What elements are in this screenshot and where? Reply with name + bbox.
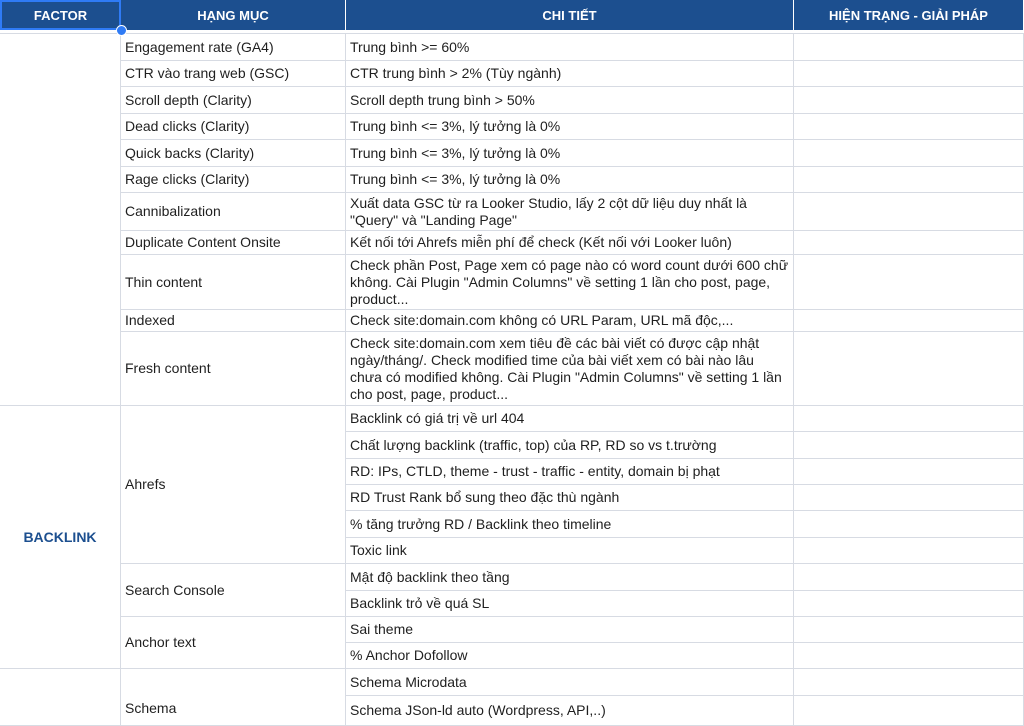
status-cell[interactable] [794, 34, 1024, 61]
detail-cell[interactable]: Scroll depth trung bình > 50% [346, 87, 794, 114]
status-cell[interactable] [794, 459, 1024, 485]
detail-cell[interactable]: Sai theme [346, 617, 794, 643]
category-cell[interactable]: Dead clicks (Clarity) [121, 114, 346, 140]
detail-cell[interactable]: % tăng trưởng RD / Backlink theo timeline [346, 511, 794, 538]
detail-cell[interactable]: Trung bình <= 3%, lý tưởng là 0% [346, 140, 794, 167]
header-chi-tiet[interactable]: CHI TIẾT [346, 0, 794, 30]
selection-handle[interactable] [116, 25, 127, 36]
status-cell[interactable] [794, 167, 1024, 193]
detail-cell[interactable]: Mật độ backlink theo tầng [346, 564, 794, 591]
category-cell[interactable]: Fresh content [121, 332, 346, 406]
category-cell[interactable]: Thin content [121, 255, 346, 310]
status-cell[interactable] [794, 61, 1024, 87]
detail-cell[interactable]: RD Trust Rank bổ sung theo đặc thù ngành [346, 485, 794, 511]
detail-cell[interactable]: % Anchor Dofollow [346, 643, 794, 669]
status-cell[interactable] [794, 193, 1024, 231]
category-cell[interactable]: Ahrefs [121, 406, 346, 564]
detail-cell[interactable]: Schema JSon-ld auto (Wordpress, API,..) [346, 696, 794, 726]
detail-cell[interactable]: Trung bình >= 60% [346, 34, 794, 61]
status-cell[interactable] [794, 617, 1024, 643]
status-cell[interactable] [794, 591, 1024, 617]
status-cell[interactable] [794, 255, 1024, 310]
status-cell[interactable] [794, 140, 1024, 167]
status-cell[interactable] [794, 231, 1024, 255]
status-cell[interactable] [794, 310, 1024, 332]
factor-cell[interactable] [0, 669, 121, 726]
category-cell[interactable]: Schema [121, 669, 346, 726]
status-cell[interactable] [794, 114, 1024, 140]
header-factor[interactable]: FACTOR [0, 0, 121, 30]
detail-cell[interactable]: RD: IPs, CTLD, theme - trust - traffic - entity, domain bị phạt [346, 459, 794, 485]
detail-cell[interactable]: Xuất data GSC từ ra Looker Studio, lấy 2 cột dữ liệu duy nhất là "Query" và "Landing Page" [346, 193, 794, 231]
category-cell[interactable]: Anchor text [121, 617, 346, 669]
category-cell[interactable]: Indexed [121, 310, 346, 332]
detail-cell[interactable]: Backlink có giá trị về url 404 [346, 406, 794, 432]
status-cell[interactable] [794, 511, 1024, 538]
detail-cell[interactable]: Check site:domain.com không có URL Param, URL mã độc,... [346, 310, 794, 332]
category-cell[interactable]: Engagement rate (GA4) [121, 34, 346, 61]
detail-cell[interactable]: Check phần Post, Page xem có page nào có word count dưới 600 chữ không. Cài Plugin "Admin Columns" về setting 1 lần cho post, page, product... [346, 255, 794, 310]
detail-cell[interactable]: CTR trung bình > 2% (Tùy ngành) [346, 61, 794, 87]
category-cell[interactable]: Scroll depth (Clarity) [121, 87, 346, 114]
detail-cell[interactable]: Check site:domain.com xem tiêu đề các bài viết có được cập nhật ngày/tháng/. Check modified time của bài viết xem có bài nào lâu chưa có modified không. Cài Plugin "Admin Columns" về setting 1 lần cho post, page, product... [346, 332, 794, 406]
header-hang-muc[interactable]: HẠNG MỤC [121, 0, 346, 30]
status-cell[interactable] [794, 669, 1024, 696]
status-cell[interactable] [794, 696, 1024, 726]
category-cell[interactable]: CTR vào trang web (GSC) [121, 61, 346, 87]
category-cell[interactable]: Cannibalization [121, 193, 346, 231]
detail-cell[interactable]: Trung bình <= 3%, lý tưởng là 0% [346, 167, 794, 193]
status-cell[interactable] [794, 87, 1024, 114]
factor-cell-backlink[interactable]: BACKLINK [0, 406, 121, 669]
status-cell[interactable] [794, 332, 1024, 406]
status-cell[interactable] [794, 432, 1024, 459]
status-cell[interactable] [794, 643, 1024, 669]
status-cell[interactable] [794, 564, 1024, 591]
status-cell[interactable] [794, 406, 1024, 432]
header-hien-trang[interactable]: HIỆN TRẠNG - GIẢI PHÁP [794, 0, 1024, 30]
category-cell[interactable]: Rage clicks (Clarity) [121, 167, 346, 193]
detail-cell[interactable]: Schema Microdata [346, 669, 794, 696]
status-cell[interactable] [794, 485, 1024, 511]
detail-cell[interactable]: Toxic link [346, 538, 794, 564]
status-cell[interactable] [794, 538, 1024, 564]
category-cell[interactable]: Search Console [121, 564, 346, 617]
detail-cell[interactable]: Trung bình <= 3%, lý tưởng là 0% [346, 114, 794, 140]
factor-cell[interactable] [0, 34, 121, 406]
detail-cell[interactable]: Chất lượng backlink (traffic, top) của RP, RD so vs t.trường [346, 432, 794, 459]
category-cell[interactable]: Duplicate Content Onsite [121, 231, 346, 255]
detail-cell[interactable]: Kết nối tới Ahrefs miễn phí để check (Kết nối với Looker luôn) [346, 231, 794, 255]
detail-cell[interactable]: Backlink trỏ về quá SL [346, 591, 794, 617]
category-cell[interactable]: Quick backs (Clarity) [121, 140, 346, 167]
